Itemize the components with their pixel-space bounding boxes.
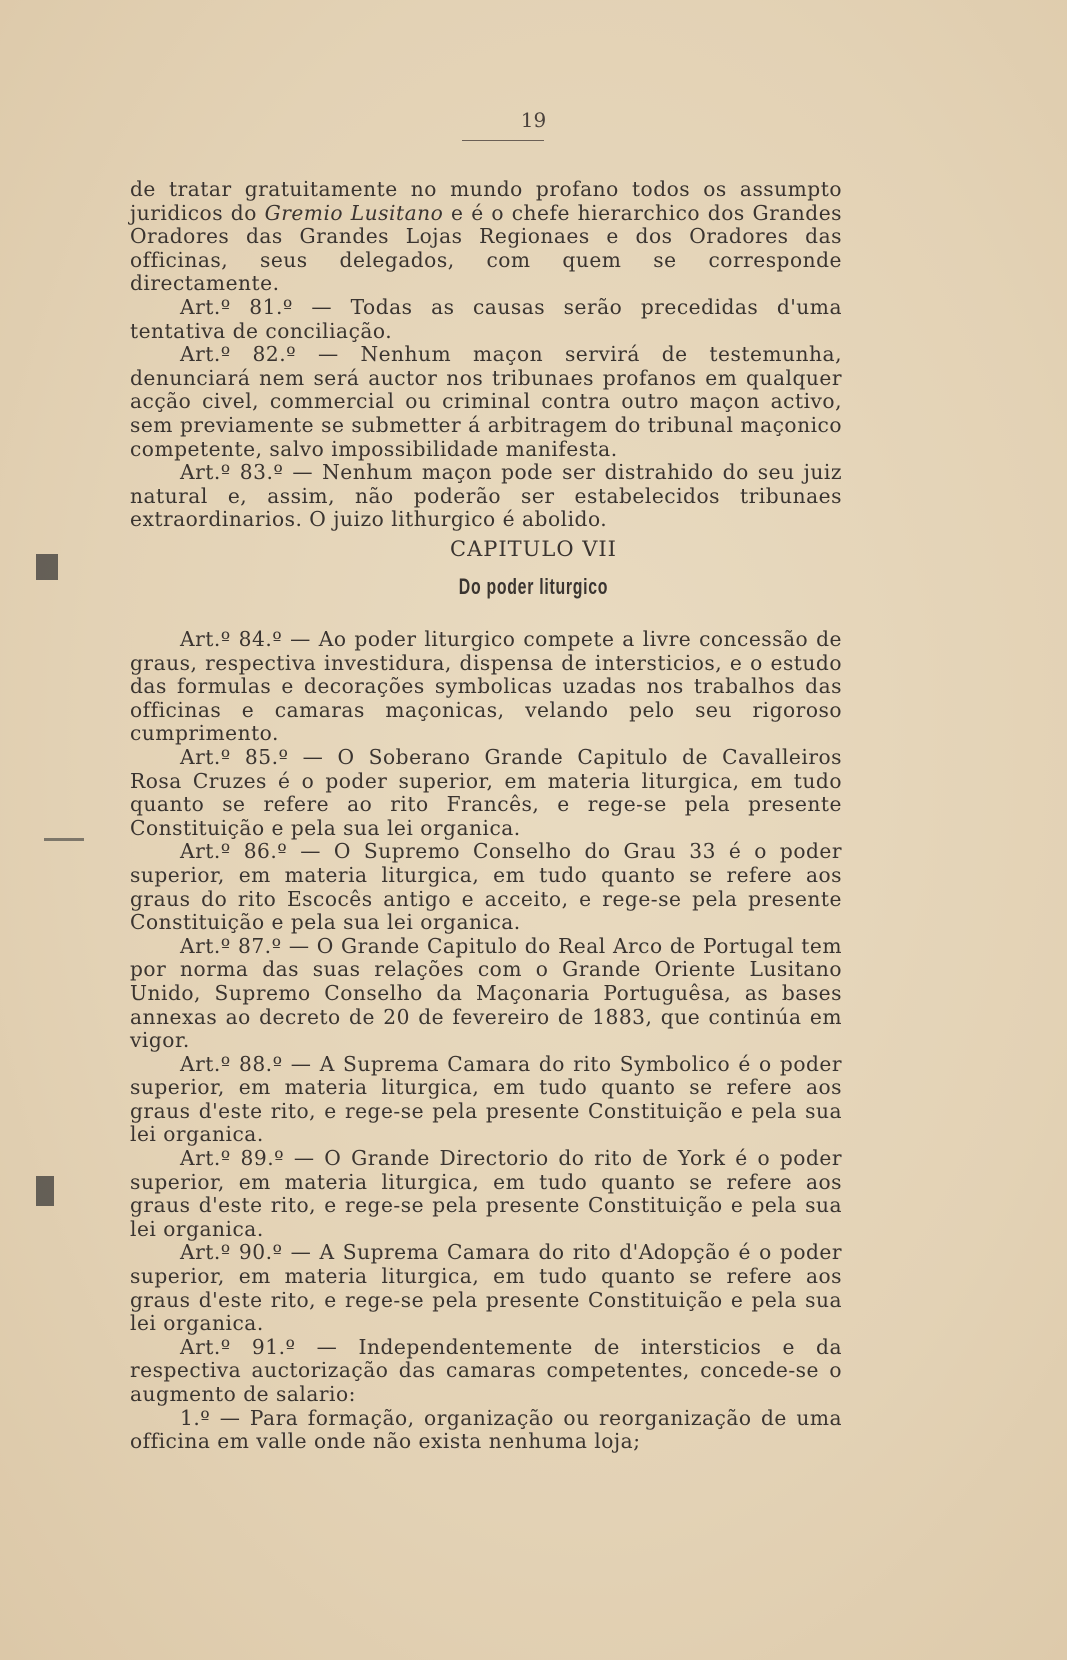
chapter-subtitle: Do poder liturgico [458,574,609,599]
article-85: Art.º 85.º — O Soberano Grande Capitulo de Cavalleiros Rosa Cruzes é o poder superior, em materia liturgica, em tudo quanto se refere ao rito Francês, e rege-se pela presente Constituição e pela sua lei organica. [130,744,842,840]
paragraph-continuation: de tratar gratuitamente no mundo profano todos os assumpto juridicos do Gremio Lusitano e é o chefe hierarchico dos Grandes Oradores das Grandes Lojas Regionaes e dos Oradores das officinas, seus delegados, com quem se corresponde directamente. [130,177,842,296]
article-88: Art.º 88.º — A Suprema Camara do rito Symbolico é o poder superior, em materia liturgica, em tudo quanto se refere aos graus d'este rito, e rege-se pela presente Constituição e pela sua lei organica. [130,1051,842,1147]
article-81: Art.º 81.º — Todas as causas serão precedidas d'uma tentativa de conciliação. [130,294,842,343]
page-number: 19 [520,108,547,132]
article-86: Art.º 86.º — O Supremo Conselho do Grau 33 é o poder superior, em materia liturgica, em tudo quanto se refere aos graus do rito Escocês antigo e acceito, e rege-se pela presente Constituição e pela sua lei organica. [130,839,842,935]
article-89: Art.º 89.º — O Grande Directorio do rito de York é o poder superior, em materia liturgica, em tudo quanto se refere aos graus d'este rito, e rege-se pela presente Constituição e pela sua lei organica. [130,1146,842,1241]
gremio-lusitano-italic: Gremio Lusitano [264,200,444,225]
article-82: Art.º 82.º — Nenhum maçon servirá de testemunha, denunciará nem será auctor nos tribunaes profanos em qualquer acção civel, commercial ou criminal contra outro maçon activo, sem previamente se submetter á arbitragem do tribunal maçonico competente, salvo impossibilidade manifesta. [130,342,842,461]
article-91: Art.º 91.º — Independentemente de intersticios e da respectiva auctorização das camaras competentes, concede-se o augmento de salario: [130,1334,842,1406]
article-84: Art.º 84.º — Ao poder liturgico compete a livre concessão de graus, respectiva investidura, dispensa de intersticios, e o estudo das formulas e decorações symbolicas uzadas nos trabalhos das officinas e camaras maçonicas, velando pelo seu rigoroso cumprimento. [130,627,842,746]
article-87: Art.º 87.º — O Grande Capitulo do Real Arco de Portugal tem por norma das suas relações com o Grande Oriente Lusitano Unido, Supremo Conselho da Maçonaria Portuguêsa, as bases annexas ao decreto de 20 de fevereiro de 1883, que continúa em vigor. [130,933,842,1053]
article-90: Art.º 90.º — A Suprema Camara do rito d'Adopção é o poder superior, em materia liturgica, em tudo quanto se refere aos graus d'este rito, e rege-se pela presente Constituição e pela sua lei organica. [130,1240,842,1336]
article-83: Art.º 83.º — Nenhum maçon pode ser distrahido do seu juiz natural e, assim, não poderão ser estabelecidos tribunaes extraordinarios. O juizo lithurgico é abolido. [130,460,842,532]
margin-mark-middle [44,838,84,841]
body-text-upper [130,178,842,532]
margin-mark-bottom [36,1176,54,1206]
chapter-title: CAPITULO VII [450,537,617,561]
header-rule [462,140,544,141]
item-1: 1.º — Para formação, organização ou reorganização de uma officina em valle onde não exista nenhuma loja; [130,1405,842,1454]
margin-mark-top [36,554,58,580]
body-text-lower [130,628,842,1454]
